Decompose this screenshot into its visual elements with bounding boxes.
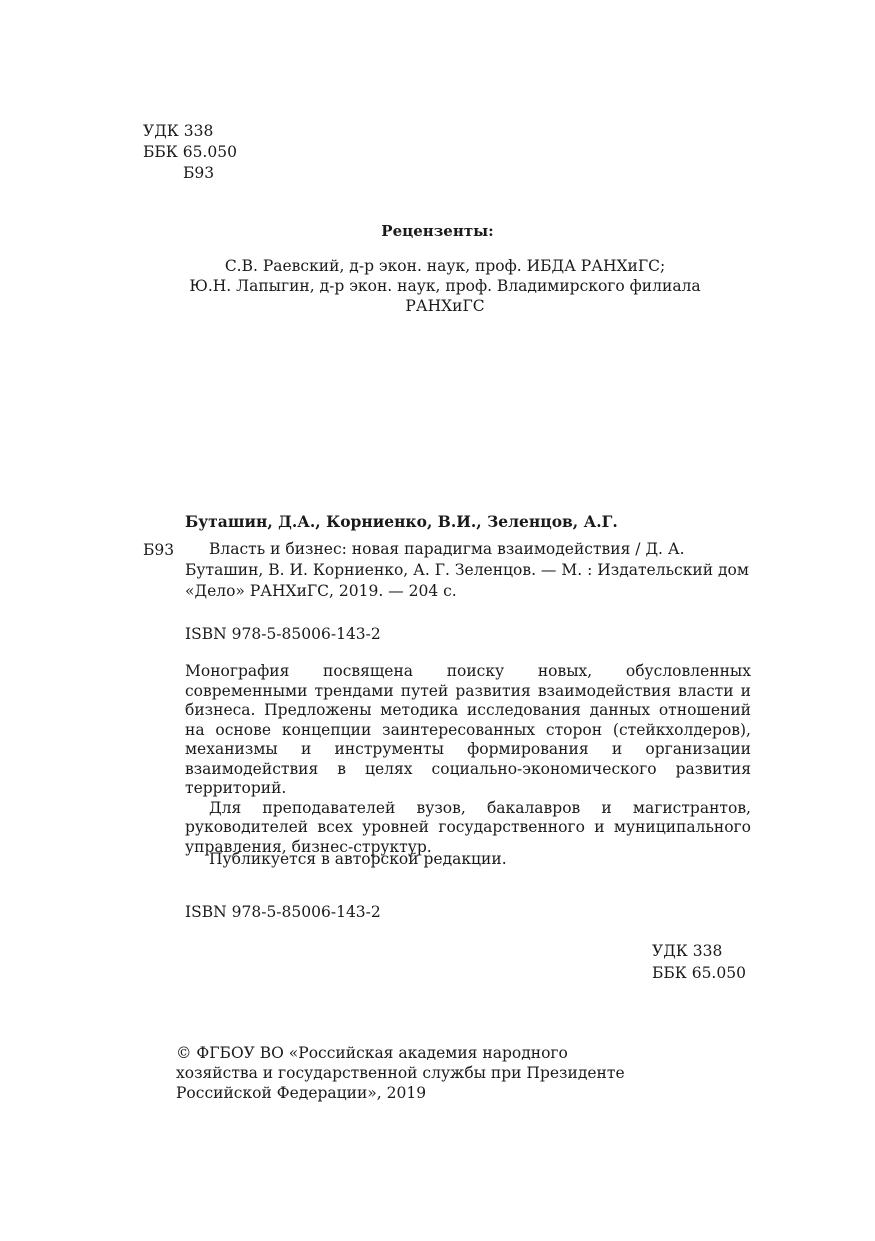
reviewer-1: С.В. Раевский, д-р экон. наук, проф. ИБДА РАНХиГС; bbox=[224, 257, 666, 275]
reviewers-title: Рецензенты: bbox=[381, 222, 494, 240]
copyright-notice: © ФГБОУ ВО «Российская академия народного хозяйства и государственной службы при Президенте Российской Федерации», 2019 bbox=[176, 1044, 625, 1102]
bibliographic-record: Власть и бизнес: новая парадигма взаимодействия / Д. А. Буташин, В. И. Корниенко, А. Г. Зеленцов. — М. : Издательский дом «Дело» РАНХиГС, 2019. — 204 с. bbox=[185, 540, 749, 600]
header-classification-codes bbox=[143, 121, 237, 184]
catalog-authors: Буташин, Д.А., Корниенко, В.И., Зеленцов, А.Г. bbox=[185, 512, 618, 531]
footer-udk-code: УДК 338 bbox=[652, 942, 723, 960]
catalog-author-mark: Б93 bbox=[143, 541, 175, 559]
reviewer-2: Ю.Н. Лапыгин, д-р экон. наук, проф. Владимирского филиала РАНХиГС bbox=[189, 277, 701, 315]
bbk-code: ББК 65.050 bbox=[143, 143, 237, 161]
reviewers-list bbox=[150, 256, 740, 316]
annotation bbox=[185, 662, 751, 857]
annotation-paragraph-2: Для преподавателей вузов, бакалавров и магистрантов, руководителей всех уровней государственного и муниципального управления, бизнес-структур. bbox=[185, 798, 751, 856]
author-mark: Б93 bbox=[183, 164, 215, 182]
publication-note: Публикуется в авторской редакции. bbox=[209, 850, 507, 868]
footer-bbk-code: ББК 65.050 bbox=[652, 964, 746, 982]
footer-classification-codes bbox=[652, 940, 746, 984]
isbn-bottom: ISBN 978-5-85006-143-2 bbox=[185, 903, 381, 921]
udk-code: УДК 338 bbox=[143, 122, 214, 140]
isbn-top: ISBN 978-5-85006-143-2 bbox=[185, 625, 381, 643]
annotation-paragraph-1: Монография посвящена поиску новых, обусловленных современными трендами путей развития взаимодействия власти и бизнеса. Предложены методика исследования данных отношений на основе концепции заинтересованных сторон (стейкхолдеров), механизмы и инструменты формирования и организации взаимодействия в целях социально-экономического развития территорий. bbox=[185, 662, 751, 797]
